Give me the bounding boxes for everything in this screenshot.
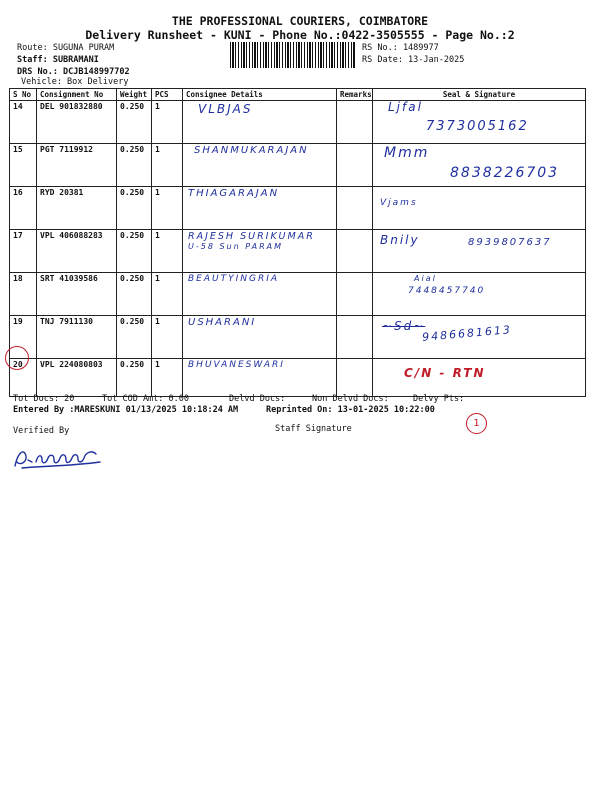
company-title: THE PROFESSIONAL COURIERS, COIMBATORE (171, 14, 429, 28)
row-consignment: SRT 41039586 (37, 273, 117, 316)
row-consignee (183, 101, 337, 144)
row-consignee (183, 316, 337, 359)
col-remarks: Remarks (337, 89, 373, 101)
rs-date: RS Date: 13-Jan-2025 (362, 55, 465, 65)
row-signature (373, 316, 586, 359)
row-consignee (183, 187, 337, 230)
signature-return-note: C/N - RTN (404, 366, 486, 380)
table-row (10, 144, 586, 187)
row-20-circle-mark (5, 346, 29, 370)
row-signature (373, 230, 586, 273)
row-remarks (337, 101, 373, 144)
signature-phone: 9486681613 (421, 323, 513, 344)
row-weight: 0.250 (117, 359, 152, 397)
row-weight: 0.250 (117, 187, 152, 230)
row-signature (373, 101, 586, 144)
signature-scribble-icon: Aial (414, 274, 437, 283)
row-weight: 0.250 (117, 101, 152, 144)
row-signature (373, 359, 586, 397)
col-sno: S No (10, 89, 37, 101)
signature-phone: 8838226703 (450, 165, 560, 181)
row-weight: 0.250 (117, 230, 152, 273)
row-weight: 0.250 (117, 144, 152, 187)
row-consignment: TNJ 7911130 (37, 316, 117, 359)
route-label: Route: SUGUNA PURAM (17, 43, 115, 53)
page-circle-mark: 1 (466, 413, 487, 434)
table-row (10, 101, 586, 144)
non-delivered-docs: Non Delvd Docs: (312, 394, 389, 404)
row-signature (373, 273, 586, 316)
barcode (230, 42, 356, 68)
runsheet-table (9, 88, 586, 397)
row-sno: 19 (10, 316, 37, 359)
row-remarks (337, 144, 373, 187)
row-consignment: DEL 901832880 (37, 101, 117, 144)
consignee-handwriting: USHARANI (188, 317, 257, 328)
consignee-handwriting: SHANMUKARAJAN (194, 145, 309, 156)
col-signature: Seal & Signature (373, 89, 586, 101)
col-consignment: Consignment No (37, 89, 117, 101)
drs-number: DRS No.: DCJB148997702 (17, 67, 130, 77)
row-remarks (337, 187, 373, 230)
row-pcs: 1 (152, 230, 183, 273)
signature-scribble-icon: ~Sd~ (382, 319, 426, 333)
consignee-handwriting: VLBJAS (198, 102, 253, 116)
runsheet-subtitle: Delivery Runsheet - KUNI - Phone No.:0422-3505555 - Page No.:2 (85, 28, 515, 42)
row-pcs: 1 (152, 101, 183, 144)
row-pcs: 1 (152, 187, 183, 230)
row-consignee (183, 230, 337, 273)
consignee-handwriting: THIAGARAJAN (188, 188, 280, 199)
signature-phone: Vjams (380, 198, 418, 208)
consignee-handwriting: BHUVANESWARI (188, 360, 285, 370)
rs-number: RS No.: 1489977 (362, 43, 439, 53)
col-consignee: Consignee Details (183, 89, 337, 101)
row-signature (373, 187, 586, 230)
table-header-row (10, 89, 586, 101)
row-signature (373, 144, 586, 187)
row-sno: 14 (10, 101, 37, 144)
staff-signature-label: Staff Signature (275, 424, 352, 434)
table-row (10, 359, 586, 397)
table-row (10, 230, 586, 273)
consignee-address: U-58 Sun PARAM (188, 242, 284, 251)
table-row (10, 273, 586, 316)
row-weight: 0.250 (117, 316, 152, 359)
verified-by-label: Verified By (13, 426, 70, 436)
signature-phone: 7373005162 (426, 119, 529, 134)
row-consignee (183, 144, 337, 187)
total-docs: Tot Docs: 20 (13, 394, 75, 404)
row-consignment: PGT 7119912 (37, 144, 117, 187)
row-pcs: 1 (152, 359, 183, 397)
signature-phone: 8939807637 (468, 237, 552, 248)
table-row (10, 316, 586, 359)
total-cod: Tot COD Amt: 0.00 (102, 394, 189, 404)
signature-scribble-icon: Mmm (384, 145, 430, 161)
delivered-docs: Delvd Docs: (229, 394, 286, 404)
row-sno: 15 (10, 144, 37, 187)
consignee-handwriting: BEAUTYINGRIA (188, 274, 280, 284)
row-consignee (183, 359, 337, 397)
row-sno: 16 (10, 187, 37, 230)
row-consignment: RYD 20381 (37, 187, 117, 230)
staff-label: Staff: SUBRAMANI (17, 55, 99, 65)
entered-by: Entered By :MARESKUNI 01/13/2025 10:18:24 AM (13, 405, 239, 415)
verifier-signature-icon (12, 444, 104, 472)
col-pcs: PCS (152, 89, 183, 101)
row-pcs: 1 (152, 316, 183, 359)
row-weight: 0.250 (117, 273, 152, 316)
row-consignment: VPL 406088283 (37, 230, 117, 273)
row-remarks (337, 230, 373, 273)
delivery-points: Delvy Pts: (413, 394, 465, 404)
row-sno: 20 (10, 359, 37, 397)
reprinted-on: Reprinted On: 13-01-2025 10:22:00 (266, 405, 435, 415)
row-remarks (337, 316, 373, 359)
row-consignee (183, 273, 337, 316)
row-pcs: 1 (152, 273, 183, 316)
row-sno: 18 (10, 273, 37, 316)
vehicle-label: Vehicle: Box Delivery (21, 77, 129, 87)
signature-scribble-icon: Ljfal (388, 100, 423, 114)
consignee-handwriting: RAJESH SURIKUMAR (188, 231, 315, 242)
signature-scribble-icon: Bnily (380, 233, 420, 247)
row-consignment: VPL 224080803 (37, 359, 117, 397)
row-remarks (337, 359, 373, 397)
row-remarks (337, 273, 373, 316)
table-row (10, 187, 586, 230)
row-sno: 17 (10, 230, 37, 273)
signature-phone: 7448457740 (408, 286, 486, 296)
col-weight: Weight (117, 89, 152, 101)
row-pcs: 1 (152, 144, 183, 187)
